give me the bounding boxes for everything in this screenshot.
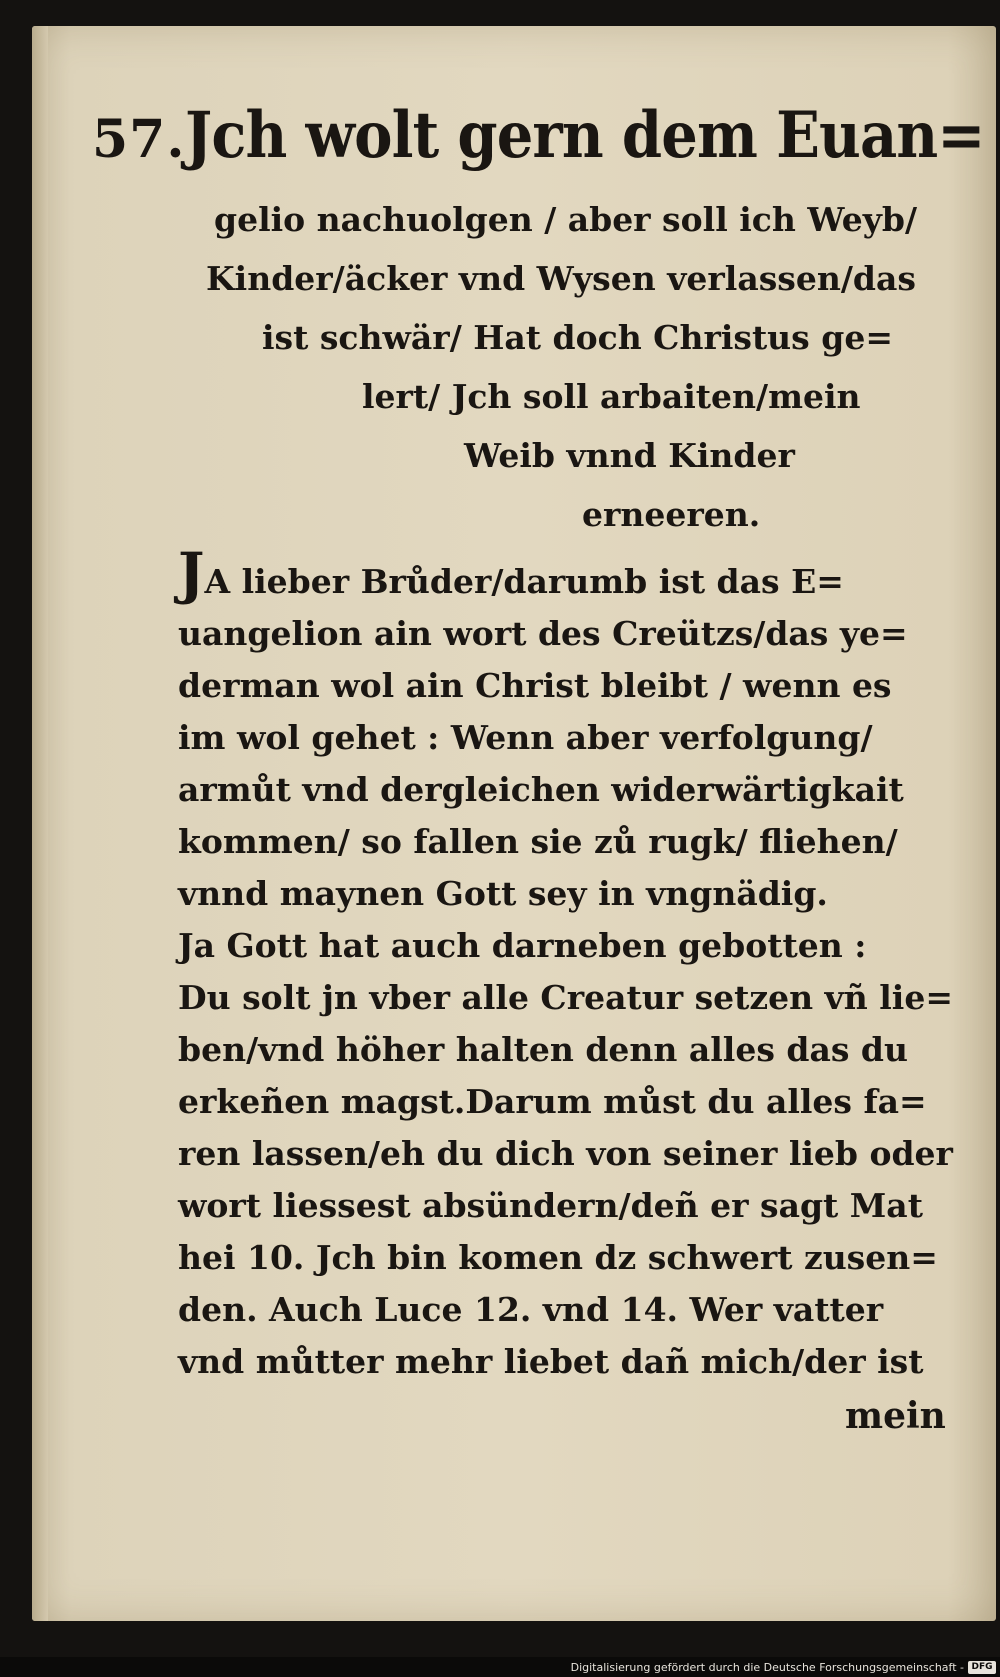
heading-line: Weib vnnd Kinder xyxy=(464,436,795,475)
answer-line: wort liessest absündern/deñ er sagt Mat xyxy=(178,1186,923,1225)
answer-line: erkeñen magst.Darum můst du alles fa= xyxy=(178,1082,927,1121)
answer-first-line xyxy=(178,541,968,608)
funding-notice: Digitalisierung gefördert durch die Deutsche Forschungsgemeinschaft - xyxy=(570,1661,964,1674)
answer-line: Ja Gott hat auch darneben gebotten : xyxy=(178,926,867,965)
drop-capital: J xyxy=(178,541,205,607)
answer-line: hei 10. Jch bin komen dz schwert zusen= xyxy=(178,1238,938,1277)
heading-continuation xyxy=(200,190,980,544)
heading-line: gelio nachuolgen / aber soll ich Weyb/ xyxy=(214,200,917,239)
question-number: 57. xyxy=(92,109,186,170)
catchword: mein xyxy=(845,1395,946,1437)
answer-line: im wol gehet : Wenn aber verfolgung/ xyxy=(178,718,873,757)
answer-line: armůt vnd dergleichen widerwärtigkait xyxy=(178,770,904,809)
answer-first-line-text: A lieber Brůder/darumb ist das E= xyxy=(204,562,844,601)
dfg-logo: DFG xyxy=(968,1661,996,1674)
heading-line: erneeren. xyxy=(582,495,761,534)
answer-line: derman wol ain Christ bleibt / wenn es xyxy=(178,666,892,705)
digitization-footer xyxy=(0,1657,1000,1677)
answer-line: den. Auch Luce 12. vnd 14. Wer vatter xyxy=(178,1290,884,1329)
answer-line: kommen/ so fallen sie zů rugk/ fliehen/ xyxy=(178,822,898,861)
heading-first-line: Jch wolt gern dem Euan= xyxy=(185,98,986,173)
answer-line: vnnd maynen Gott sey in vngnädig. xyxy=(178,874,828,913)
answer-line: ben/vnd höher halten denn alles das du xyxy=(178,1030,908,1069)
answer-line: vnd můtter mehr liebet dañ mich/der ist xyxy=(178,1342,924,1381)
heading-first-row xyxy=(92,98,986,190)
answer-body xyxy=(178,541,968,1388)
heading-line: Kinder/äcker vnd Wysen verlassen/das xyxy=(206,259,916,298)
heading-line: lert/ Jch soll arbaiten/mein xyxy=(362,377,861,416)
answer-line: uangelion ain wort des Creützs/das ye= xyxy=(178,614,908,653)
page-gutter-edge xyxy=(32,26,48,1621)
heading-line: ist schwär/ Hat doch Christus ge= xyxy=(262,318,893,357)
page-text-block xyxy=(92,98,986,1388)
answer-line: Du solt jn vber alle Creatur setzen vñ lie= xyxy=(178,978,953,1017)
answer-line: ren lassen/eh du dich von seiner lieb oder xyxy=(178,1134,953,1173)
